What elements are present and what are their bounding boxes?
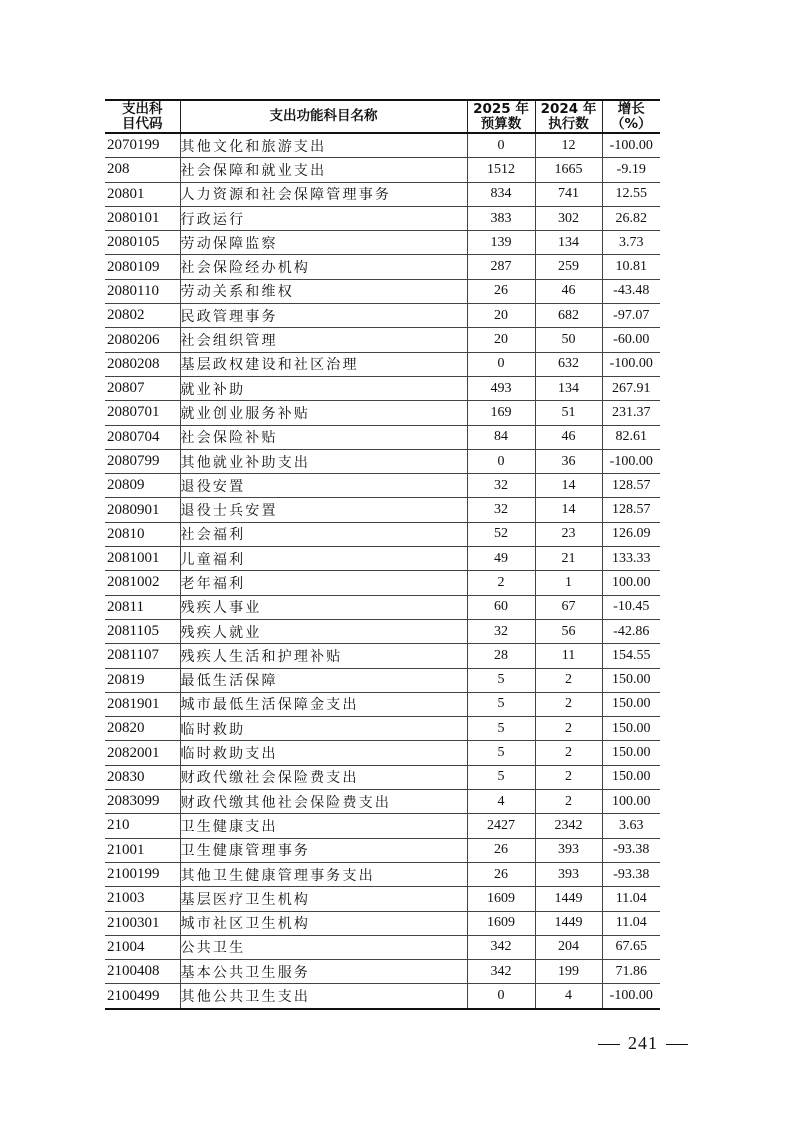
table-row bbox=[105, 352, 660, 376]
cell-name: 财政代缴其他社会保险费支出 bbox=[180, 790, 467, 814]
cell-budget-2025: 5 bbox=[467, 692, 535, 716]
cell-name: 其他文化和旅游支出 bbox=[180, 133, 467, 158]
cell-name: 最低生活保障 bbox=[180, 668, 467, 692]
cell-budget-2025: 26 bbox=[467, 862, 535, 886]
cell-name: 基层医疗卫生机构 bbox=[180, 887, 467, 911]
table-header-row bbox=[105, 100, 660, 133]
cell-name: 卫生健康管理事务 bbox=[180, 838, 467, 862]
table-row bbox=[105, 790, 660, 814]
cell-budget-2025: 834 bbox=[467, 182, 535, 206]
cell-exec-2024: 11 bbox=[535, 644, 602, 668]
cell-growth: -97.07 bbox=[602, 304, 660, 328]
cell-budget-2025: 2427 bbox=[467, 814, 535, 838]
cell-name: 基本公共卫生服务 bbox=[180, 960, 467, 984]
cell-exec-2024: 1 bbox=[535, 571, 602, 595]
table-row bbox=[105, 862, 660, 886]
cell-budget-2025: 1512 bbox=[467, 158, 535, 182]
cell-name: 公共卫生 bbox=[180, 935, 467, 959]
table-row bbox=[105, 717, 660, 741]
table-row bbox=[105, 206, 660, 230]
table-row bbox=[105, 158, 660, 182]
cell-code: 2080901 bbox=[105, 498, 180, 522]
cell-name: 社会保险补贴 bbox=[180, 425, 467, 449]
cell-budget-2025: 26 bbox=[467, 279, 535, 303]
cell-budget-2025: 84 bbox=[467, 425, 535, 449]
cell-name: 其他卫生健康管理事务支出 bbox=[180, 862, 467, 886]
cell-code: 2100499 bbox=[105, 984, 180, 1009]
cell-code: 2081001 bbox=[105, 547, 180, 571]
cell-growth: 126.09 bbox=[602, 522, 660, 546]
cell-exec-2024: 199 bbox=[535, 960, 602, 984]
cell-growth: 128.57 bbox=[602, 474, 660, 498]
cell-code: 2080799 bbox=[105, 449, 180, 473]
cell-budget-2025: 49 bbox=[467, 547, 535, 571]
cell-name: 城市社区卫生机构 bbox=[180, 911, 467, 935]
cell-code: 20810 bbox=[105, 522, 180, 546]
cell-growth: 150.00 bbox=[602, 692, 660, 716]
cell-budget-2025: 493 bbox=[467, 376, 535, 400]
cell-code: 208 bbox=[105, 158, 180, 182]
cell-growth: 150.00 bbox=[602, 717, 660, 741]
cell-growth: -60.00 bbox=[602, 328, 660, 352]
cell-name: 老年福利 bbox=[180, 571, 467, 595]
cell-name: 社会保险经办机构 bbox=[180, 255, 467, 279]
cell-exec-2024: 51 bbox=[535, 401, 602, 425]
cell-growth: -42.86 bbox=[602, 619, 660, 643]
cell-growth: 11.04 bbox=[602, 911, 660, 935]
cell-budget-2025: 1609 bbox=[467, 911, 535, 935]
cell-code: 2081107 bbox=[105, 644, 180, 668]
cell-budget-2025: 0 bbox=[467, 449, 535, 473]
cell-name: 劳动关系和维权 bbox=[180, 279, 467, 303]
page-number-text: 241 bbox=[628, 1033, 658, 1053]
cell-budget-2025: 342 bbox=[467, 935, 535, 959]
cell-exec-2024: 302 bbox=[535, 206, 602, 230]
cell-name: 就业补助 bbox=[180, 376, 467, 400]
cell-growth: 100.00 bbox=[602, 571, 660, 595]
cell-budget-2025: 342 bbox=[467, 960, 535, 984]
table-row bbox=[105, 547, 660, 571]
cell-budget-2025: 5 bbox=[467, 741, 535, 765]
cell-exec-2024: 4 bbox=[535, 984, 602, 1009]
cell-exec-2024: 14 bbox=[535, 498, 602, 522]
cell-code: 2083099 bbox=[105, 790, 180, 814]
cell-name: 临时救助 bbox=[180, 717, 467, 741]
cell-budget-2025: 5 bbox=[467, 717, 535, 741]
cell-code: 20830 bbox=[105, 765, 180, 789]
cell-code: 2100408 bbox=[105, 960, 180, 984]
cell-code: 2080105 bbox=[105, 231, 180, 255]
table-row bbox=[105, 741, 660, 765]
cell-exec-2024: 14 bbox=[535, 474, 602, 498]
cell-budget-2025: 60 bbox=[467, 595, 535, 619]
header-code: 支出科 目代码 bbox=[105, 100, 180, 133]
table-row bbox=[105, 522, 660, 546]
table-row bbox=[105, 474, 660, 498]
table-row bbox=[105, 571, 660, 595]
header-growth: 增长 （%） bbox=[602, 100, 660, 133]
cell-budget-2025: 4 bbox=[467, 790, 535, 814]
table-row bbox=[105, 911, 660, 935]
cell-exec-2024: 67 bbox=[535, 595, 602, 619]
cell-exec-2024: 204 bbox=[535, 935, 602, 959]
table-row bbox=[105, 984, 660, 1009]
table-row bbox=[105, 838, 660, 862]
cell-code: 21001 bbox=[105, 838, 180, 862]
table-row bbox=[105, 935, 660, 959]
cell-budget-2025: 169 bbox=[467, 401, 535, 425]
cell-budget-2025: 5 bbox=[467, 668, 535, 692]
cell-exec-2024: 134 bbox=[535, 231, 602, 255]
page-number bbox=[590, 1033, 696, 1054]
dash-left bbox=[598, 1044, 620, 1045]
cell-growth: 12.55 bbox=[602, 182, 660, 206]
table-row bbox=[105, 255, 660, 279]
cell-name: 其他就业补助支出 bbox=[180, 449, 467, 473]
table-row bbox=[105, 595, 660, 619]
cell-budget-2025: 20 bbox=[467, 304, 535, 328]
cell-budget-2025: 0 bbox=[467, 984, 535, 1009]
cell-exec-2024: 21 bbox=[535, 547, 602, 571]
cell-code: 2081002 bbox=[105, 571, 180, 595]
expenditure-table bbox=[105, 99, 660, 1010]
header-budget-2025: 2025 年 预算数 bbox=[467, 100, 535, 133]
cell-name: 残疾人事业 bbox=[180, 595, 467, 619]
cell-budget-2025: 5 bbox=[467, 765, 535, 789]
cell-code: 21004 bbox=[105, 935, 180, 959]
cell-growth: 11.04 bbox=[602, 887, 660, 911]
table-row bbox=[105, 498, 660, 522]
cell-name: 儿童福利 bbox=[180, 547, 467, 571]
cell-exec-2024: 2 bbox=[535, 668, 602, 692]
table-row bbox=[105, 814, 660, 838]
cell-exec-2024: 2 bbox=[535, 717, 602, 741]
cell-growth: -43.48 bbox=[602, 279, 660, 303]
cell-exec-2024: 2 bbox=[535, 765, 602, 789]
cell-budget-2025: 2 bbox=[467, 571, 535, 595]
cell-budget-2025: 32 bbox=[467, 474, 535, 498]
cell-growth: 26.82 bbox=[602, 206, 660, 230]
cell-exec-2024: 2342 bbox=[535, 814, 602, 838]
cell-growth: 100.00 bbox=[602, 790, 660, 814]
cell-code: 20801 bbox=[105, 182, 180, 206]
table-row bbox=[105, 692, 660, 716]
cell-budget-2025: 287 bbox=[467, 255, 535, 279]
cell-code: 20819 bbox=[105, 668, 180, 692]
cell-code: 210 bbox=[105, 814, 180, 838]
cell-name: 残疾人生活和护理补贴 bbox=[180, 644, 467, 668]
cell-growth: 231.37 bbox=[602, 401, 660, 425]
cell-growth: -100.00 bbox=[602, 984, 660, 1009]
cell-exec-2024: 259 bbox=[535, 255, 602, 279]
cell-code: 2080701 bbox=[105, 401, 180, 425]
cell-name: 基层政权建设和社区治理 bbox=[180, 352, 467, 376]
cell-code: 20802 bbox=[105, 304, 180, 328]
cell-exec-2024: 393 bbox=[535, 862, 602, 886]
cell-exec-2024: 393 bbox=[535, 838, 602, 862]
cell-exec-2024: 1449 bbox=[535, 911, 602, 935]
cell-exec-2024: 134 bbox=[535, 376, 602, 400]
table-row bbox=[105, 401, 660, 425]
cell-growth: 150.00 bbox=[602, 668, 660, 692]
cell-exec-2024: 23 bbox=[535, 522, 602, 546]
cell-code: 21003 bbox=[105, 887, 180, 911]
cell-name: 临时救助支出 bbox=[180, 741, 467, 765]
cell-name: 卫生健康支出 bbox=[180, 814, 467, 838]
cell-code: 2080101 bbox=[105, 206, 180, 230]
cell-code: 2100199 bbox=[105, 862, 180, 886]
cell-growth: -100.00 bbox=[602, 133, 660, 158]
cell-exec-2024: 741 bbox=[535, 182, 602, 206]
table-body bbox=[105, 133, 660, 1009]
table-row bbox=[105, 619, 660, 643]
cell-exec-2024: 36 bbox=[535, 449, 602, 473]
cell-budget-2025: 28 bbox=[467, 644, 535, 668]
cell-name: 财政代缴社会保险费支出 bbox=[180, 765, 467, 789]
cell-growth: 150.00 bbox=[602, 765, 660, 789]
cell-name: 退役士兵安置 bbox=[180, 498, 467, 522]
cell-code: 2080704 bbox=[105, 425, 180, 449]
cell-exec-2024: 682 bbox=[535, 304, 602, 328]
cell-exec-2024: 46 bbox=[535, 279, 602, 303]
cell-exec-2024: 12 bbox=[535, 133, 602, 158]
table-row bbox=[105, 644, 660, 668]
table-row bbox=[105, 376, 660, 400]
cell-growth: 10.81 bbox=[602, 255, 660, 279]
cell-budget-2025: 1609 bbox=[467, 887, 535, 911]
cell-code: 2081901 bbox=[105, 692, 180, 716]
cell-exec-2024: 1449 bbox=[535, 887, 602, 911]
table-row bbox=[105, 279, 660, 303]
cell-growth: -93.38 bbox=[602, 862, 660, 886]
table-row bbox=[105, 133, 660, 158]
cell-budget-2025: 52 bbox=[467, 522, 535, 546]
cell-growth: 150.00 bbox=[602, 741, 660, 765]
cell-growth: -100.00 bbox=[602, 449, 660, 473]
cell-code: 20807 bbox=[105, 376, 180, 400]
table-row bbox=[105, 449, 660, 473]
table-row bbox=[105, 425, 660, 449]
cell-code: 2080110 bbox=[105, 279, 180, 303]
cell-code: 2080206 bbox=[105, 328, 180, 352]
cell-code: 20820 bbox=[105, 717, 180, 741]
cell-growth: 133.33 bbox=[602, 547, 660, 571]
cell-exec-2024: 632 bbox=[535, 352, 602, 376]
cell-growth: 128.57 bbox=[602, 498, 660, 522]
table-row bbox=[105, 765, 660, 789]
cell-name: 行政运行 bbox=[180, 206, 467, 230]
cell-name: 民政管理事务 bbox=[180, 304, 467, 328]
cell-growth: -9.19 bbox=[602, 158, 660, 182]
cell-name: 城市最低生活保障金支出 bbox=[180, 692, 467, 716]
cell-exec-2024: 2 bbox=[535, 741, 602, 765]
cell-exec-2024: 2 bbox=[535, 790, 602, 814]
cell-name: 残疾人就业 bbox=[180, 619, 467, 643]
cell-budget-2025: 32 bbox=[467, 619, 535, 643]
table-row bbox=[105, 328, 660, 352]
cell-code: 2070199 bbox=[105, 133, 180, 158]
cell-exec-2024: 2 bbox=[535, 692, 602, 716]
cell-code: 20809 bbox=[105, 474, 180, 498]
cell-name: 人力资源和社会保障管理事务 bbox=[180, 182, 467, 206]
table-row bbox=[105, 960, 660, 984]
dash-right bbox=[666, 1044, 688, 1045]
table-row bbox=[105, 668, 660, 692]
cell-code: 2082001 bbox=[105, 741, 180, 765]
cell-growth: 67.65 bbox=[602, 935, 660, 959]
table-row bbox=[105, 231, 660, 255]
cell-name: 社会保障和就业支出 bbox=[180, 158, 467, 182]
cell-growth: 71.86 bbox=[602, 960, 660, 984]
cell-growth: -10.45 bbox=[602, 595, 660, 619]
cell-code: 2100301 bbox=[105, 911, 180, 935]
header-exec-2024: 2024 年 执行数 bbox=[535, 100, 602, 133]
cell-growth: 3.73 bbox=[602, 231, 660, 255]
cell-code: 2080208 bbox=[105, 352, 180, 376]
cell-budget-2025: 139 bbox=[467, 231, 535, 255]
cell-exec-2024: 1665 bbox=[535, 158, 602, 182]
cell-name: 社会福利 bbox=[180, 522, 467, 546]
cell-code: 2080109 bbox=[105, 255, 180, 279]
header-name: 支出功能科目名称 bbox=[180, 100, 467, 133]
cell-growth: -100.00 bbox=[602, 352, 660, 376]
cell-name: 社会组织管理 bbox=[180, 328, 467, 352]
cell-budget-2025: 20 bbox=[467, 328, 535, 352]
cell-name: 其他公共卫生支出 bbox=[180, 984, 467, 1009]
cell-code: 2081105 bbox=[105, 619, 180, 643]
cell-budget-2025: 383 bbox=[467, 206, 535, 230]
cell-name: 就业创业服务补贴 bbox=[180, 401, 467, 425]
cell-growth: -93.38 bbox=[602, 838, 660, 862]
cell-budget-2025: 0 bbox=[467, 133, 535, 158]
table-row bbox=[105, 887, 660, 911]
cell-code: 20811 bbox=[105, 595, 180, 619]
cell-exec-2024: 56 bbox=[535, 619, 602, 643]
cell-growth: 154.55 bbox=[602, 644, 660, 668]
cell-budget-2025: 32 bbox=[467, 498, 535, 522]
cell-exec-2024: 50 bbox=[535, 328, 602, 352]
cell-budget-2025: 0 bbox=[467, 352, 535, 376]
cell-growth: 3.63 bbox=[602, 814, 660, 838]
cell-growth: 267.91 bbox=[602, 376, 660, 400]
table-row bbox=[105, 182, 660, 206]
cell-exec-2024: 46 bbox=[535, 425, 602, 449]
cell-growth: 82.61 bbox=[602, 425, 660, 449]
table-row bbox=[105, 304, 660, 328]
cell-budget-2025: 26 bbox=[467, 838, 535, 862]
cell-name: 退役安置 bbox=[180, 474, 467, 498]
cell-name: 劳动保障监察 bbox=[180, 231, 467, 255]
